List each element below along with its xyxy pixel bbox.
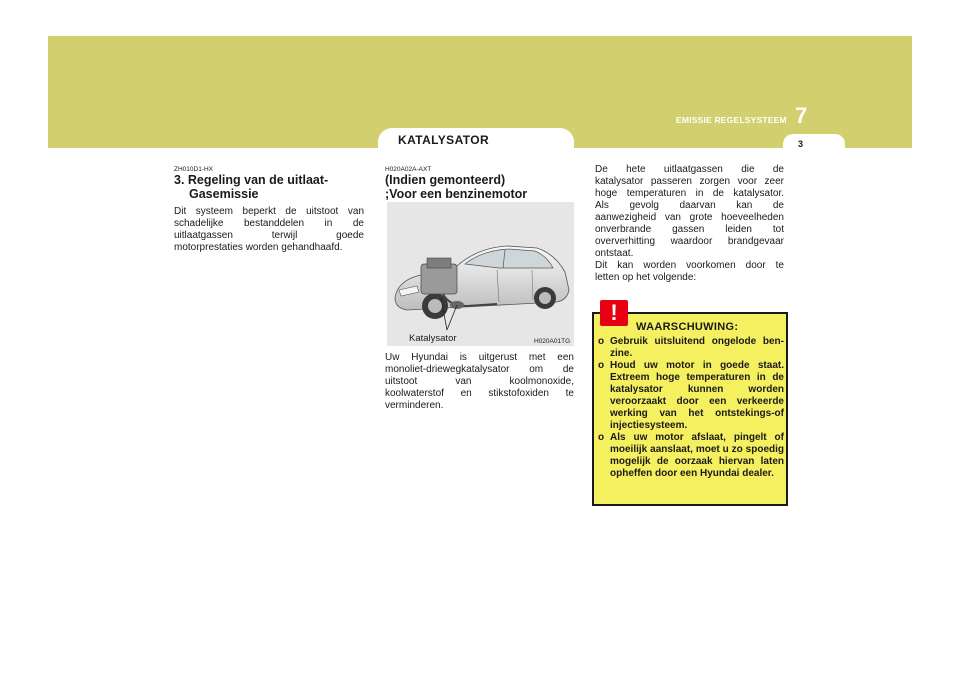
middle-body-line: uitstoot van koolmonoxide, <box>385 376 574 387</box>
chapter-number: 7 <box>795 103 808 128</box>
warning-bullet: o <box>598 432 605 443</box>
warning-title: WAARSCHUWING: <box>636 321 739 333</box>
warning-bullet: o <box>598 336 605 347</box>
warning-item <box>598 432 784 480</box>
chapter-title: EMISSIE REGELSYSTEEM <box>676 115 787 125</box>
warning-item-text: Houd uw motor in goede staat. Extreem hoge temperaturen in de katalysator kunnen worden veroorzaakt door een verkeerde werking van het ontstekings-of injectiesysteem. <box>610 360 784 431</box>
right-body-line: ontstaat. <box>595 248 634 259</box>
left-heading-line1: 3. Regeling van de uitlaat- <box>174 173 329 187</box>
middle-body <box>385 352 574 412</box>
left-heading-line2: Gasemissie <box>189 187 259 201</box>
right-body-line: hoge temperaturen in de katalysator. <box>595 188 784 199</box>
right-body-line: onverbrande gassen leiden tot <box>595 224 784 235</box>
left-body-line: motorprestaties worden gehandhaafd. <box>174 242 343 253</box>
right-body-line: Als gevolg daarvan kan de <box>595 200 784 211</box>
warning-item-text: Gebruik uitsluitend ongelode ben- zine. <box>610 336 784 359</box>
warning-item-text: Als uw motor afslaat, pingelt of moeilijk aanslaat, moet u zo spoedig mogelijk de oorzaak hiervan laten opheffen door een Hyundai dealer. <box>610 432 784 479</box>
car-illustration <box>387 202 574 346</box>
left-body <box>174 206 364 254</box>
middle-body-line: koolwaterstof en stikstofoxiden te <box>385 388 574 399</box>
right-body <box>595 164 784 284</box>
page-number: 3 <box>798 139 804 149</box>
right-body-line: De hete uitlaatgassen die de <box>595 164 784 175</box>
right-body-line: oververhitting waardoor brandgevaar <box>595 236 784 247</box>
warning-bullet: o <box>598 360 605 371</box>
right-body-line: aanwezigheid van grote hoeveelheden <box>595 212 784 223</box>
left-body-line: uitlaatgassen terwijl goede <box>174 230 364 241</box>
warning-list <box>598 336 784 480</box>
page-number-tab <box>783 134 845 154</box>
warning-badge-glyph: ! <box>610 300 618 325</box>
warning-item <box>598 360 784 432</box>
middle-body-line: monoliet-driewegkatalysator om de <box>385 364 574 375</box>
middle-section-code: H020A02A-AXT <box>385 166 432 173</box>
car-catalyst-illustration <box>387 202 574 346</box>
right-body-line: Dit kan worden voorkomen door te <box>595 260 784 271</box>
middle-body-line: Uw Hyundai is uitgerust met een <box>385 352 574 363</box>
left-body-line: schadelijke bestanddelen in de <box>174 218 364 229</box>
figure-label: Katalysator <box>409 333 457 344</box>
middle-heading-line2: ;Voor een benzinemotor <box>385 187 528 201</box>
right-body-line: katalysator passeren zorgen voor zeer <box>595 176 784 187</box>
left-body-line: Dit systeem beperkt de uitstoot van <box>174 206 364 217</box>
warning-icon <box>600 300 628 326</box>
figure-code: H020A01TG <box>534 338 571 345</box>
warning-item <box>598 336 784 360</box>
right-body-line: letten op het volgende: <box>595 272 697 283</box>
middle-body-line: verminderen. <box>385 400 444 411</box>
left-section-code: ZH010D1-HX <box>174 166 214 173</box>
section-title: KATALYSATOR <box>398 133 490 147</box>
middle-heading-line1: (Indien gemonteerd) <box>385 173 506 187</box>
